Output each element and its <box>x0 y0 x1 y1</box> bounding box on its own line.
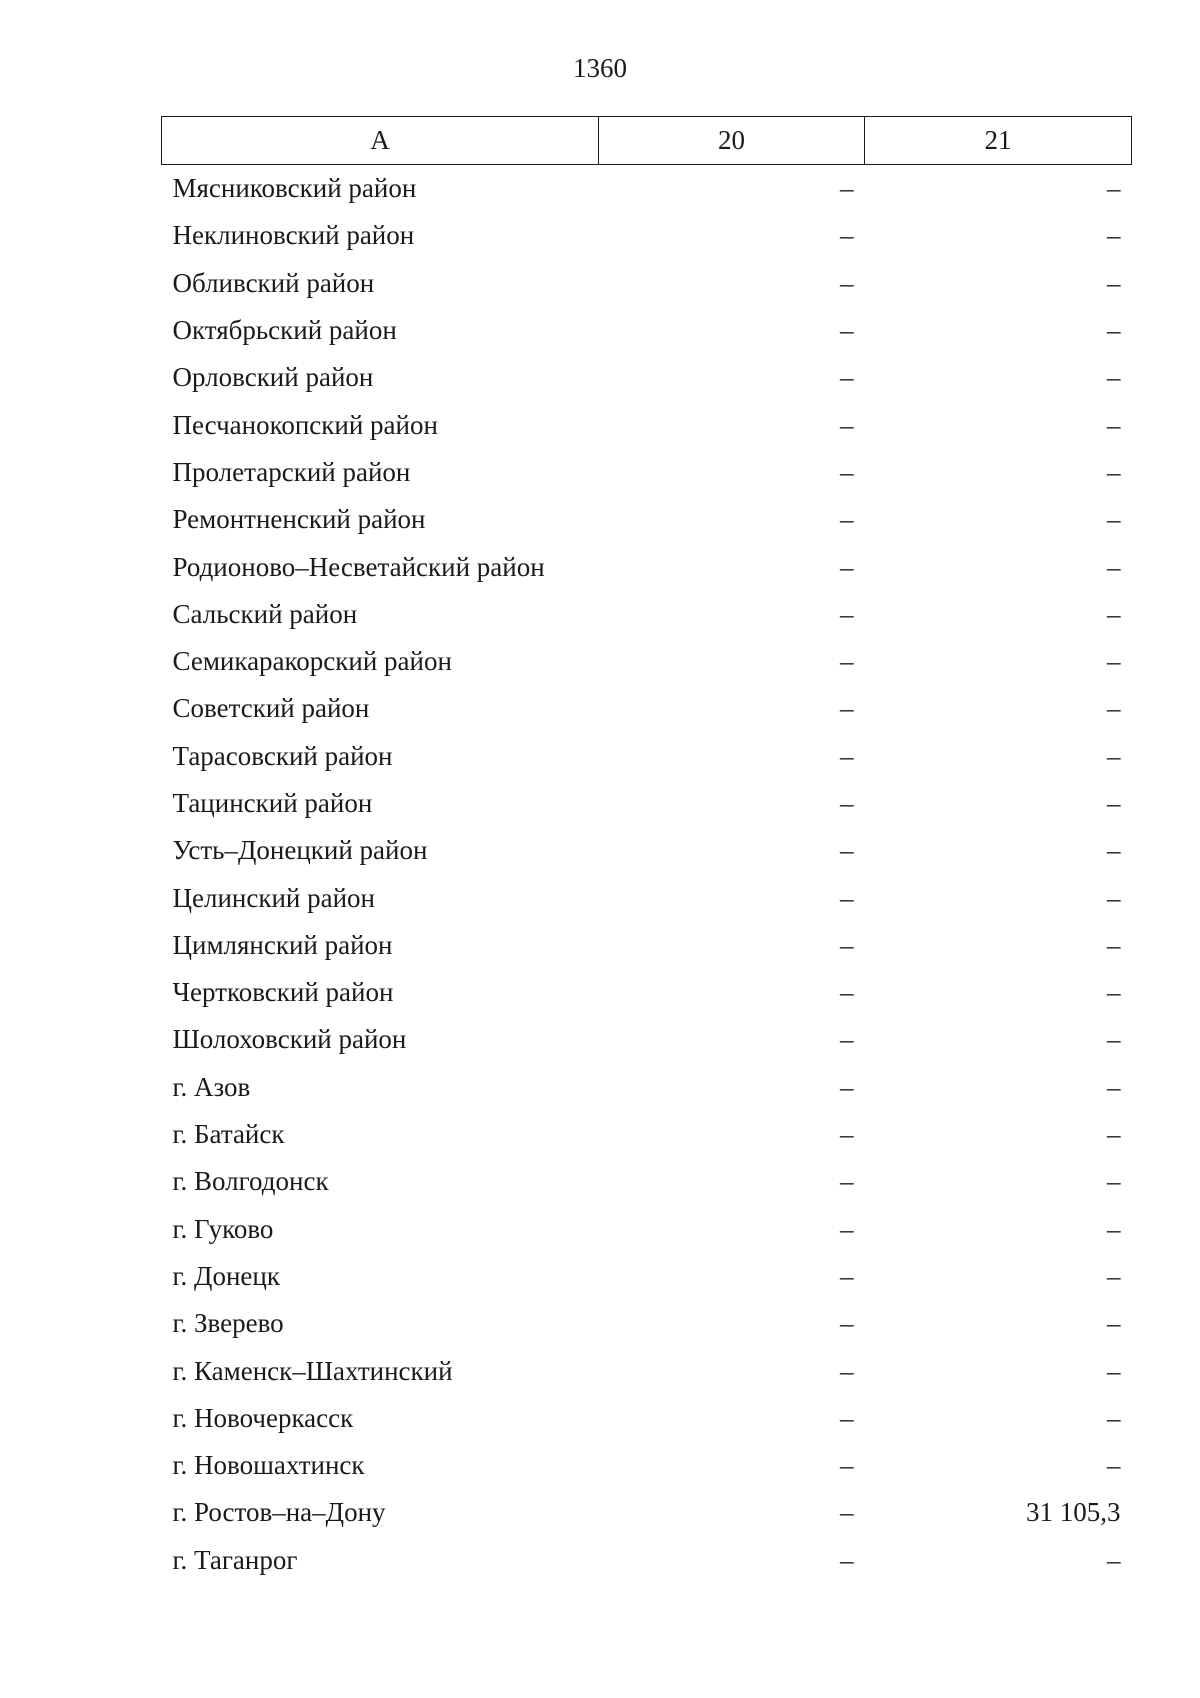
row-name-cell: Сальский район <box>172 598 358 629</box>
table-row <box>162 543 1132 590</box>
table-row <box>162 1206 1132 1253</box>
row-value-20-cell: – <box>840 1544 854 1575</box>
row-value-21-cell: – <box>1107 693 1121 724</box>
row-value-21-cell: – <box>1107 1308 1121 1339</box>
table-row <box>162 1016 1132 1063</box>
row-name-cell: Тацинский район <box>172 788 373 818</box>
row-value-20-cell: – <box>840 1166 854 1197</box>
row-value-21-cell: – <box>1107 929 1121 960</box>
row-name-cell: Чертковский район <box>172 977 394 1008</box>
row-name-cell: Шолоховский район <box>172 1024 407 1055</box>
row-value-20-cell: – <box>840 1450 854 1481</box>
table-row <box>162 1158 1132 1205</box>
data-table <box>161 116 1132 1584</box>
row-name-cell: Цимлянский район <box>172 929 393 960</box>
table-row <box>162 165 1132 213</box>
row-value-21-cell: – <box>1107 1024 1121 1055</box>
row-value-20-cell: – <box>840 409 854 440</box>
row-value-20-cell: – <box>840 646 854 677</box>
row-name-cell: Родионово–Несветайский район <box>172 551 545 582</box>
row-value-20-cell: – <box>840 1355 854 1386</box>
row-value-21-cell: – <box>1107 835 1121 866</box>
table-row <box>162 1064 1132 1111</box>
table-row <box>162 496 1132 543</box>
table-header <box>162 117 1132 165</box>
row-value-21-cell: – <box>1107 220 1121 251</box>
row-name-cell: Целинский район <box>172 882 375 913</box>
table-row <box>162 449 1132 496</box>
row-name-cell: Тарасовский район <box>172 740 393 771</box>
table-row <box>162 1253 1132 1300</box>
header-cell-21: 21 <box>865 117 1132 165</box>
table-row <box>162 591 1132 638</box>
table-row <box>162 354 1132 401</box>
row-value-21-cell: – <box>1107 362 1121 393</box>
row-value-21-cell: – <box>1107 315 1121 346</box>
table-row <box>162 1489 1132 1536</box>
table-row <box>162 780 1132 827</box>
row-value-21-cell: – <box>1107 1450 1121 1481</box>
row-value-20-cell: – <box>840 1071 854 1102</box>
row-value-21-cell: – <box>1107 882 1121 913</box>
row-value-21-cell: – <box>1107 1213 1121 1244</box>
row-value-21-cell: – <box>1107 551 1121 582</box>
row-name-cell: Орловский район <box>172 362 374 393</box>
row-value-21-cell: – <box>1107 1402 1121 1433</box>
row-name-cell: г. Донецк <box>172 1260 280 1291</box>
table-row <box>162 685 1132 732</box>
row-value-20-cell: – <box>840 315 854 346</box>
row-name-cell: Октябрьский район <box>172 315 397 346</box>
row-name-cell: Семикаракорский район <box>172 646 452 677</box>
row-value-21-cell: – <box>1107 646 1121 677</box>
row-value-20-cell: – <box>840 456 854 487</box>
table-row <box>162 733 1132 780</box>
row-value-21-cell: – <box>1107 1166 1121 1197</box>
table-row <box>162 922 1132 969</box>
row-value-21-cell: – <box>1107 1544 1121 1575</box>
row-name-cell: г. Новошахтинск <box>172 1450 365 1481</box>
row-name-cell: г. Таганрог <box>172 1544 298 1575</box>
row-value-21-cell: – <box>1107 740 1121 771</box>
row-value-21-cell: – <box>1107 267 1121 298</box>
table-row <box>162 969 1132 1016</box>
row-value-21-cell: – <box>1107 788 1121 818</box>
table-row <box>162 638 1132 685</box>
row-value-20-cell: – <box>840 551 854 582</box>
row-value-20-cell: – <box>840 362 854 393</box>
row-value-21-cell: – <box>1107 1260 1121 1291</box>
row-value-20-cell: – <box>840 504 854 535</box>
row-value-21-cell: – <box>1107 504 1121 535</box>
row-value-20-cell: – <box>840 598 854 629</box>
row-value-21-cell: – <box>1107 977 1121 1008</box>
header-cell-20: 20 <box>599 117 865 165</box>
row-value-21-cell: – <box>1107 456 1121 487</box>
table-row <box>162 1537 1132 1584</box>
row-value-20-cell: – <box>840 740 854 771</box>
row-name-cell: г. Зверево <box>172 1308 284 1339</box>
row-value-21-cell: – <box>1107 1355 1121 1386</box>
table-row <box>162 1395 1132 1442</box>
row-name-cell: Советский район <box>172 693 370 724</box>
row-value-20-cell: – <box>840 267 854 298</box>
row-name-cell: г. Новочеркасск <box>172 1402 354 1433</box>
table-row <box>162 874 1132 921</box>
row-name-cell: г. Азов <box>172 1071 251 1102</box>
table-row <box>162 401 1132 448</box>
row-name-cell: Неклиновский район <box>172 220 415 251</box>
row-value-20-cell: – <box>840 977 854 1008</box>
row-value-21-cell: – <box>1107 409 1121 440</box>
row-name-cell: Обливский район <box>172 267 375 298</box>
row-name-cell: Пролетарский район <box>172 456 411 487</box>
table-row <box>162 1300 1132 1347</box>
row-value-20-cell: – <box>840 1213 854 1244</box>
row-value-20-cell: – <box>840 1260 854 1291</box>
table-row <box>162 1347 1132 1394</box>
table-row <box>162 307 1132 354</box>
header-cell-a: А <box>162 117 599 165</box>
row-value-20-cell: – <box>840 1308 854 1339</box>
row-name-cell: Мясниковский район <box>172 173 417 204</box>
row-value-20-cell: – <box>840 882 854 913</box>
table-row <box>162 212 1132 259</box>
row-value-21-cell: – <box>1107 1119 1121 1150</box>
row-value-20-cell: – <box>840 1024 854 1055</box>
table-body <box>162 165 1132 1584</box>
row-value-20-cell: – <box>840 1497 854 1528</box>
table-row <box>162 827 1132 874</box>
table-row <box>162 260 1132 307</box>
row-value-21-cell: – <box>1107 173 1121 204</box>
row-value-21-cell: 31 105,3 <box>1026 1497 1121 1528</box>
row-name-cell: г. Гуково <box>172 1213 274 1244</box>
row-name-cell: г. Волгодонск <box>172 1166 329 1197</box>
header-row <box>162 117 1132 165</box>
row-name-cell: Усть–Донецкий район <box>172 835 428 866</box>
row-value-20-cell: – <box>840 1119 854 1150</box>
table-row <box>162 1442 1132 1489</box>
row-value-20-cell: – <box>840 220 854 251</box>
row-name-cell: Песчанокопский район <box>172 409 438 440</box>
row-value-20-cell: – <box>840 929 854 960</box>
row-value-20-cell: – <box>840 788 854 818</box>
row-name-cell: Ремонтненский район <box>172 504 426 535</box>
row-value-20-cell: – <box>840 835 854 866</box>
row-name-cell: г. Батайск <box>172 1119 285 1150</box>
row-name-cell: г. Ростов–на–Дону <box>172 1497 386 1528</box>
row-name-cell: г. Каменск–Шахтинский <box>172 1355 453 1386</box>
row-value-21-cell: – <box>1107 598 1121 629</box>
row-value-21-cell: – <box>1107 1071 1121 1102</box>
row-value-20-cell: – <box>840 693 854 724</box>
table-row <box>162 1111 1132 1158</box>
row-value-20-cell: – <box>840 1402 854 1433</box>
row-value-20-cell: – <box>840 173 854 204</box>
page-number: 1360 <box>573 53 627 83</box>
